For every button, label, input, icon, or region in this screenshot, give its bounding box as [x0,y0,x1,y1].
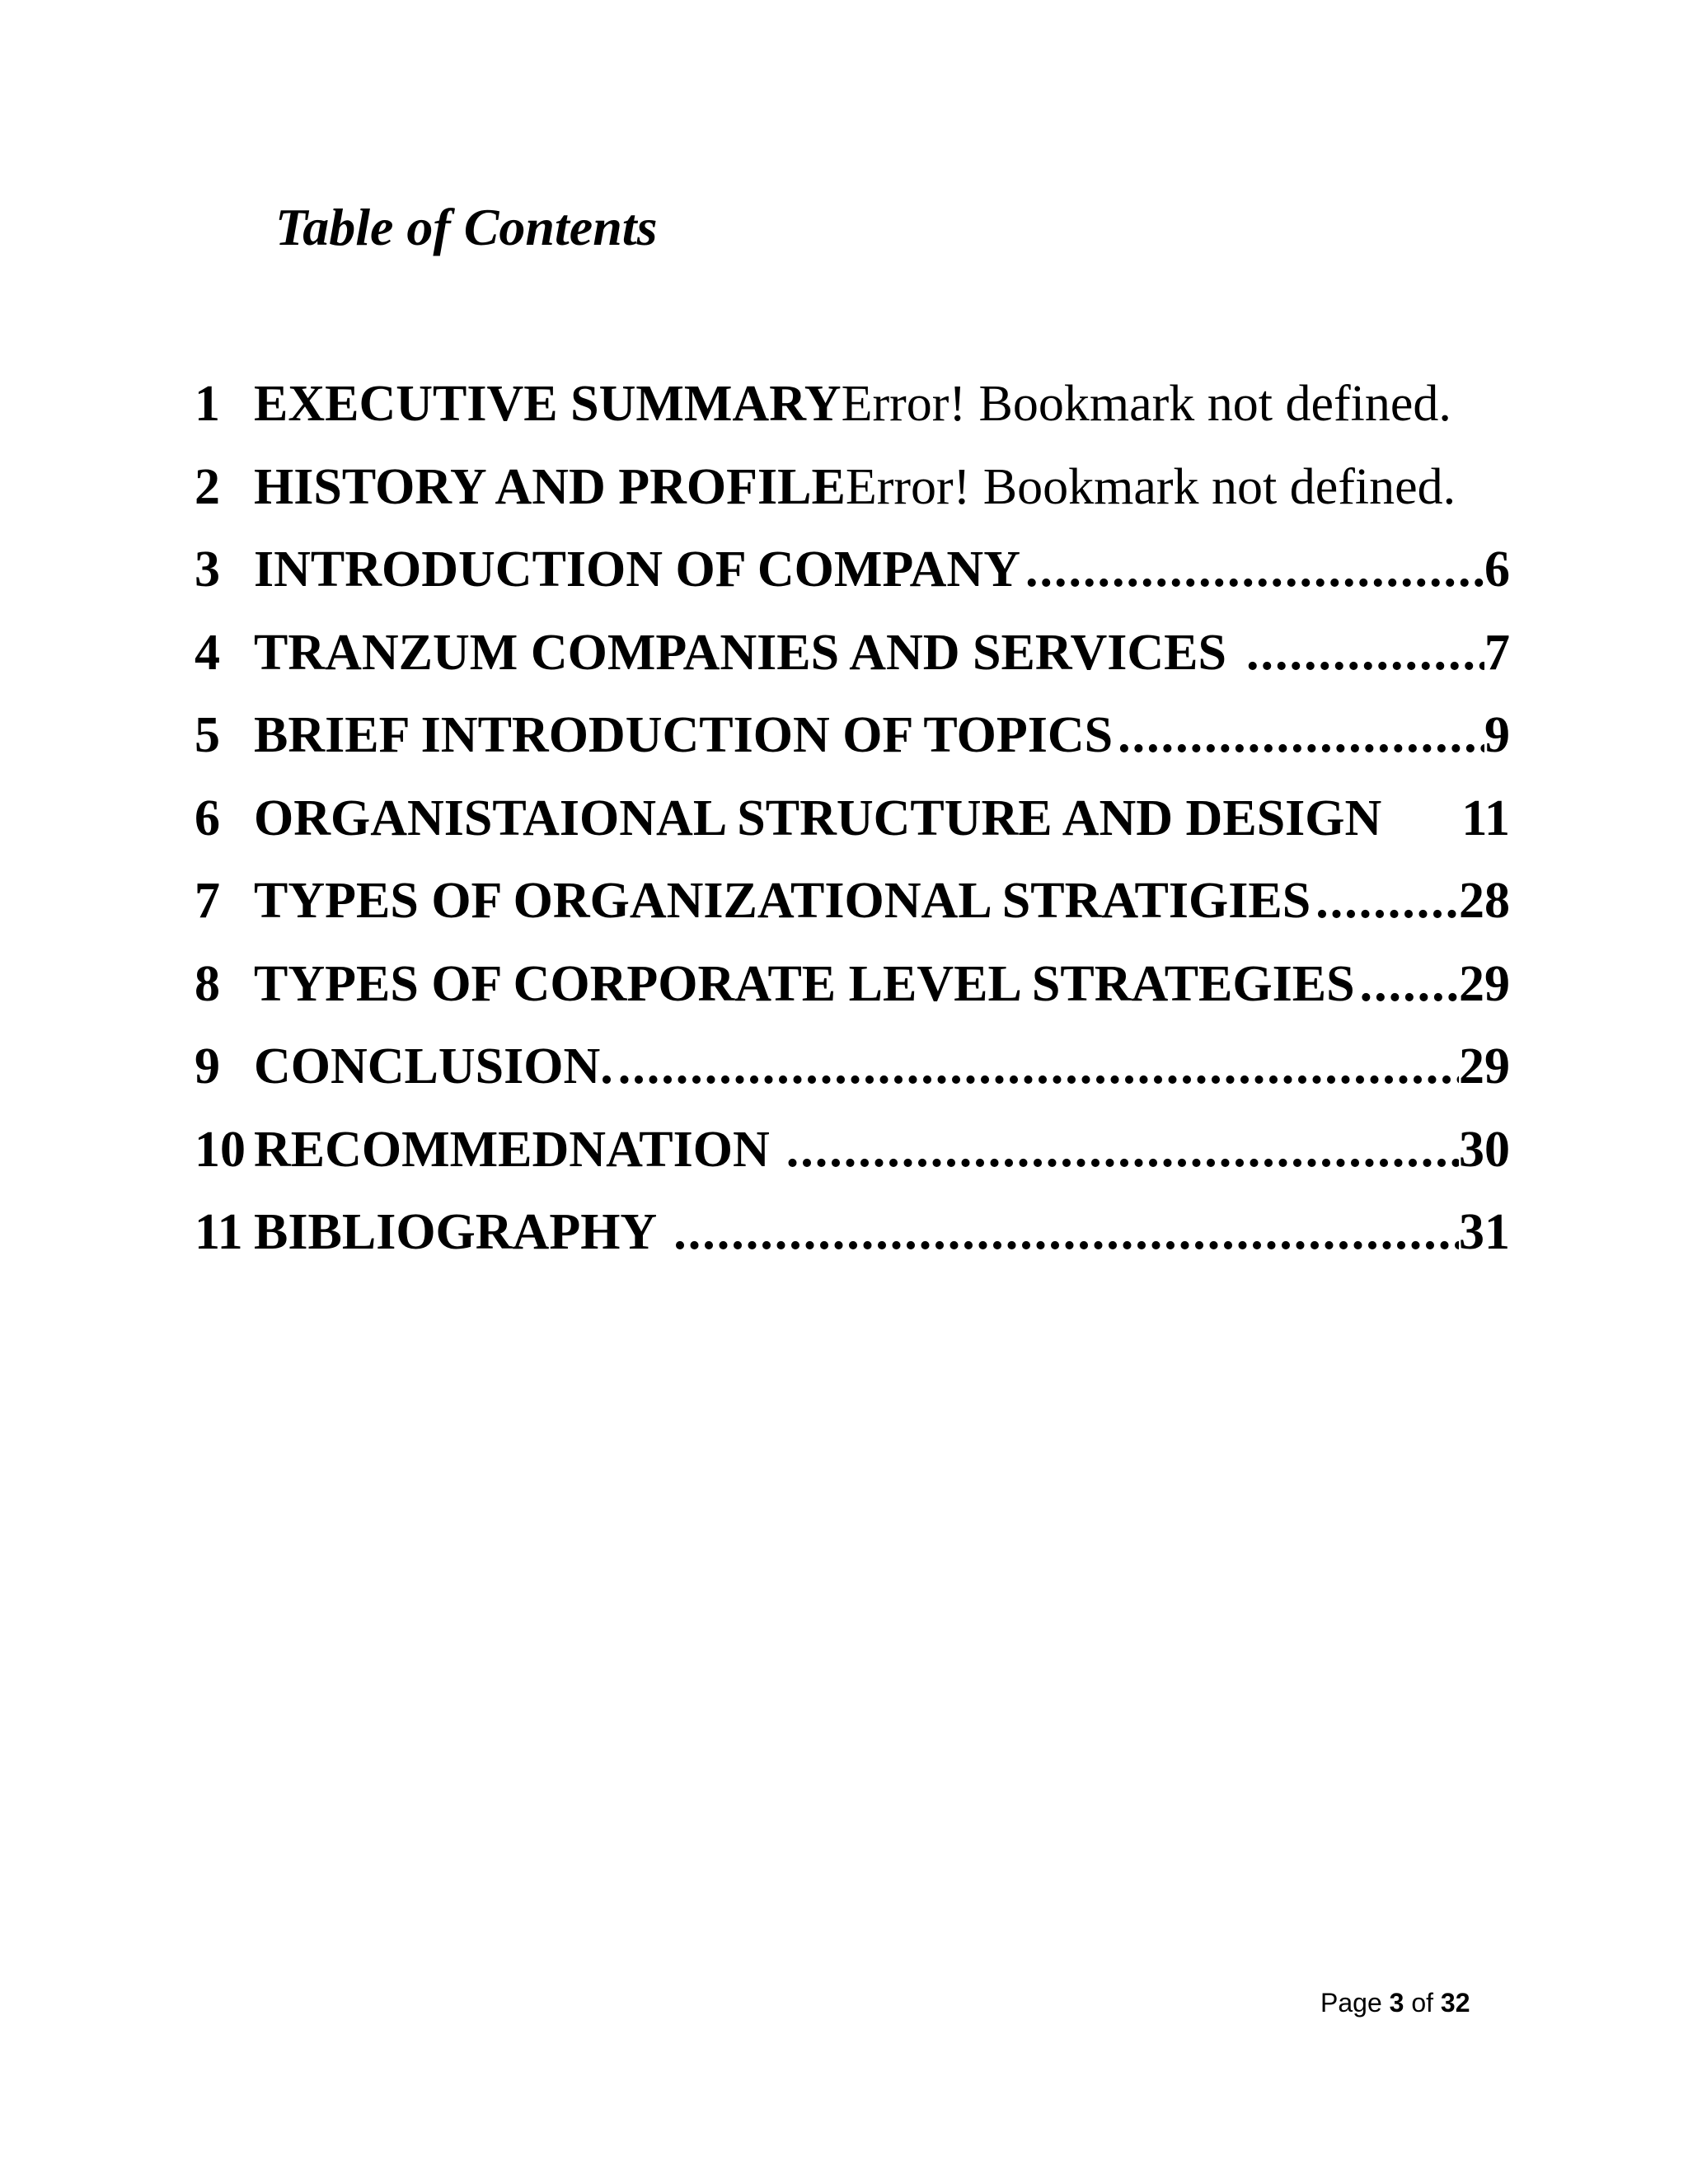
toc-entry-title[interactable]: HISTORY AND PROFILE [254,458,846,515]
toc-entry-number: 7 [195,873,220,929]
toc-entry-title[interactable]: CONCLUSION. [254,1038,613,1094]
footer-prefix: Page [1320,1988,1382,2018]
toc-entry-number: 1 [195,376,220,432]
toc-entry-title[interactable]: TYPES OF CORPORATE LEVEL STRATEGIES [254,955,1355,1012]
toc-entry-page: 9 [1484,707,1510,763]
toc-entry-corporate-level-strategies[interactable] [195,943,1510,1026]
toc-entry-page: 11 [1461,790,1510,846]
toc-leader-dots [613,1025,1459,1108]
toc-entry-number: 10 [195,1121,246,1178]
toc-entry-history-and-profile[interactable] [195,446,1513,529]
toc-entry-page: 30 [1459,1121,1510,1178]
toc-leader-dots [1355,943,1459,1025]
toc-entry-number: 3 [195,541,220,598]
toc-entry-number: 11 [195,1204,243,1260]
toc-leader-dots [1226,612,1484,694]
toc-entry-introduction-of-company[interactable] [195,528,1510,612]
footer-separator: of [1411,1988,1433,2018]
footer-total-pages: 32 [1440,1988,1470,2018]
toc-entry-page: 31 [1459,1204,1510,1260]
page-footer [1320,1986,1470,2019]
toc-entry-page: 6 [1484,541,1510,598]
toc-entry-conclusion[interactable] [195,1025,1510,1108]
toc-entry-number: 5 [195,707,220,763]
toc-list [195,363,1513,1274]
toc-entry-number: 6 [195,790,220,846]
toc-leader-dots [657,1191,1459,1273]
toc-entry-title[interactable]: BRIEF INTRODUCTION OF TOPICS [254,707,1114,763]
toc-entry-number: 2 [195,458,220,515]
toc-entry-executive-summary[interactable] [195,363,1513,446]
toc-entry-number: 4 [195,624,220,681]
toc-entry-title[interactable]: RECOMMEDNATION [254,1121,770,1178]
toc-entry-number: 9 [195,1038,220,1094]
toc-entry-title[interactable]: INTRODUCTION OF COMPANY [254,541,1020,598]
toc-entry-title[interactable]: EXECUTIVE SUMMARY [254,376,842,432]
toc-entry-page: 29 [1459,955,1510,1012]
toc-entry-error: Error! Bookmark not defined. [845,458,1456,515]
toc-entry-page: 28 [1459,873,1510,929]
toc-entry-page: 29 [1459,1038,1510,1094]
toc-entry-tranzum-companies[interactable] [195,612,1510,695]
toc-entry-title[interactable]: TYPES OF ORGANIZATIONAL STRATIGIES [254,873,1311,929]
toc-entry-title[interactable]: ORGANISTAIONAL STRUCTURE AND DESIGN [254,790,1382,846]
toc-leader-dots [1020,528,1484,611]
footer-current-page: 3 [1389,1988,1404,2018]
toc-leader-dots [1311,860,1459,942]
toc-entry-organizational-strategies[interactable] [195,860,1510,943]
toc-leader-dots [770,1108,1459,1191]
toc-entry-bibliography[interactable] [195,1191,1510,1274]
toc-entry-error: Error! Bookmark not defined. [841,376,1451,432]
toc-heading: Table of Contents [275,198,658,256]
toc-entry-page: 7 [1484,624,1510,681]
toc-entry-title[interactable]: BIBLIOGRAPHY [254,1204,658,1260]
toc-entry-organisational-structure[interactable] [195,777,1510,860]
toc-entry-number: 8 [195,955,220,1012]
toc-leader-dots [1113,694,1484,776]
toc-entry-brief-introduction[interactable] [195,694,1510,777]
toc-entry-recommendation[interactable] [195,1108,1510,1192]
toc-entry-title[interactable]: TRANZUM COMPANIES AND SERVICES [254,624,1226,681]
